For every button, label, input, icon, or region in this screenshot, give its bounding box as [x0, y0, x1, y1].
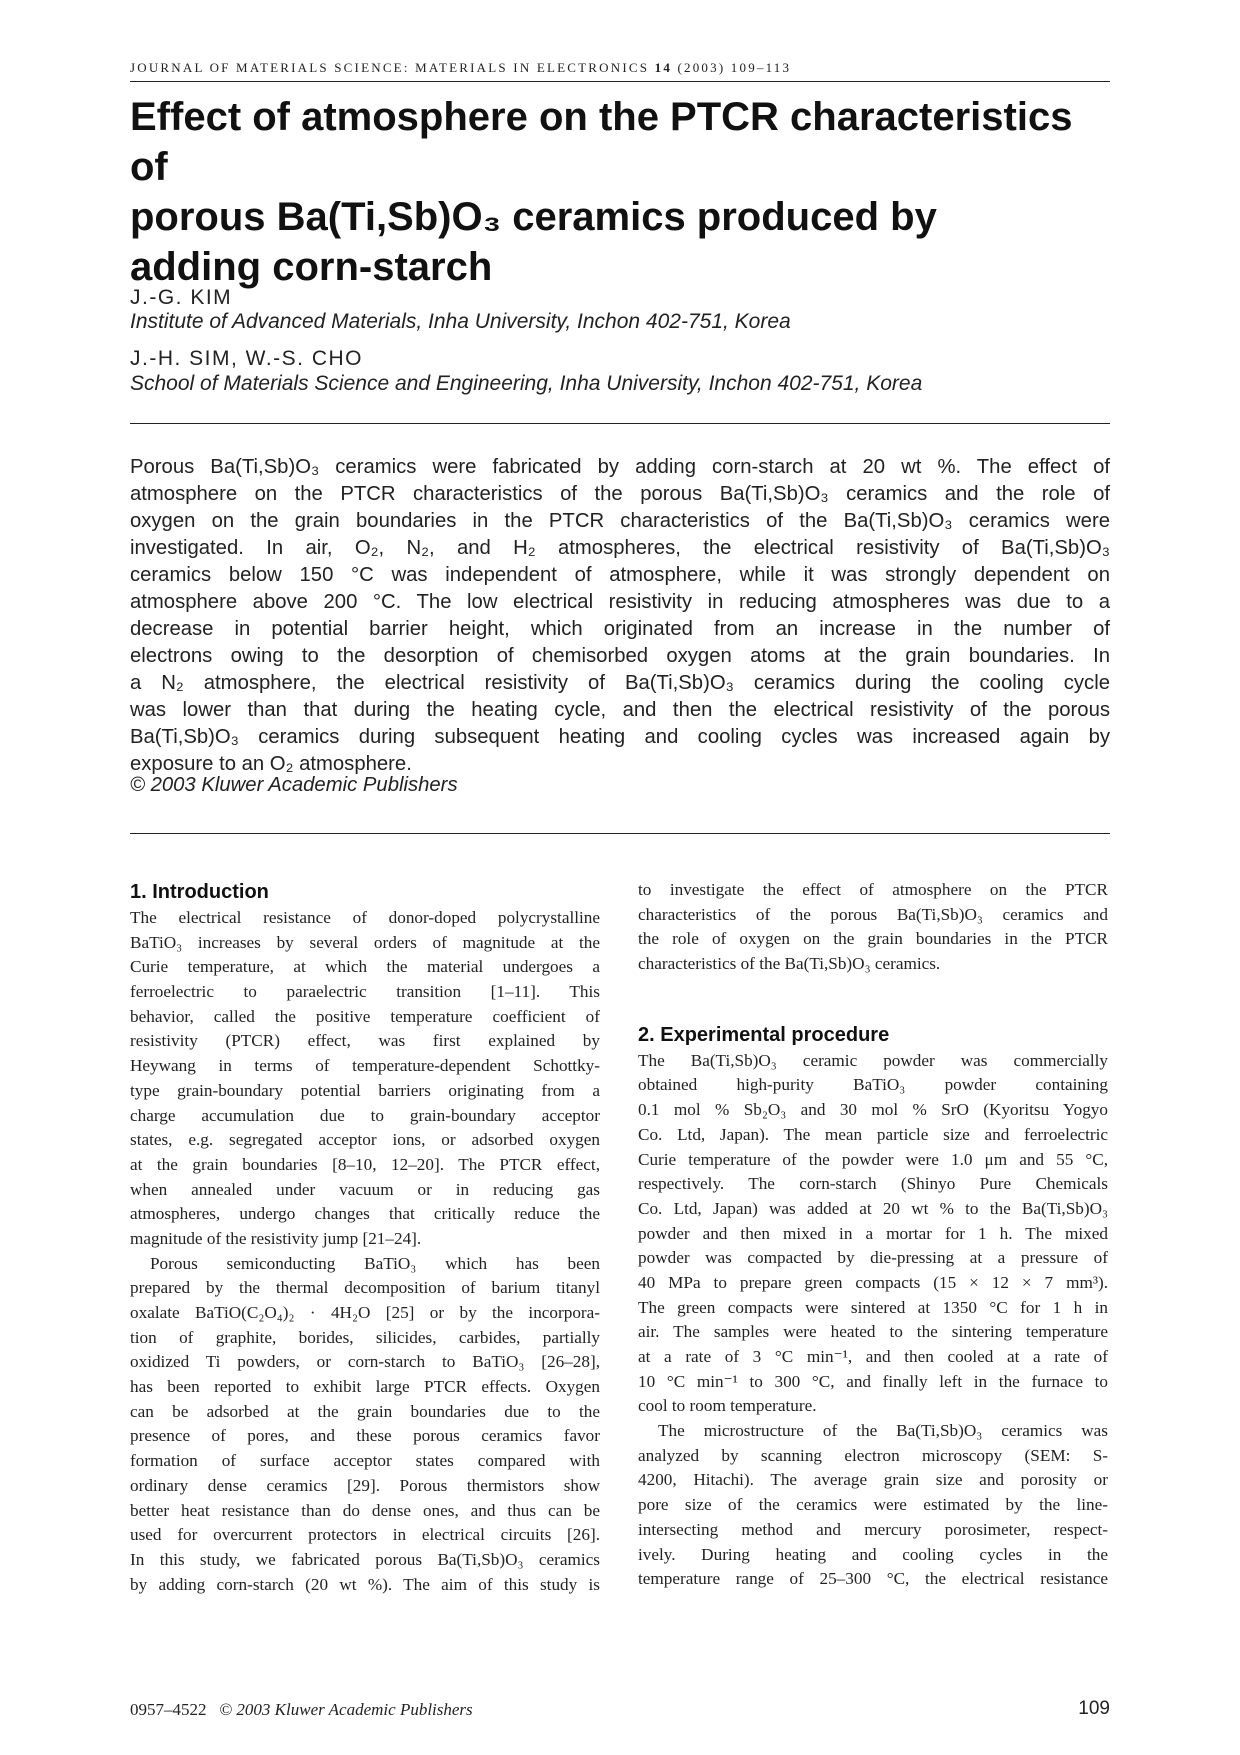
body-line: characteristics of the porous Ba(Ti,Sb)O₃ ceramics and — [638, 904, 1108, 924]
body-line: air. The samples were heated to the sintering temperature — [638, 1322, 1108, 1342]
body-line: magnitude of the resistivity jump [21–24]. — [130, 1228, 422, 1248]
abstract-bottom-rule — [130, 833, 1110, 834]
body-line: tion of graphite, borides, silicides, carbides, partially — [130, 1327, 600, 1347]
journal-volume: 14 — [654, 60, 673, 75]
section-heading-introduction: 1. Introduction — [130, 881, 269, 903]
abstract — [130, 454, 1110, 778]
body-line: Curie temperature of the powder were 1.0 μm and 55 °C, — [638, 1149, 1108, 1169]
body-line: used for overcurrent protectors in electrical circuits [26]. — [130, 1525, 600, 1545]
journal-name: JOURNAL OF MATERIALS SCIENCE: MATERIALS IN ELECTRONICS — [130, 60, 650, 75]
body-line: In this study, we fabricated porous Ba(Ti,Sb)O₃ ceramics — [130, 1549, 600, 1569]
body-line: type grain-boundary potential barriers originating from a — [130, 1080, 600, 1100]
body-line: by adding corn-starch (20 wt %). The aim of this study is — [130, 1574, 600, 1594]
body-line: 40 MPa to prepare green compacts (15 × 12 × 7 mm³). — [638, 1272, 1108, 1292]
body-line: cool to room temperature. — [638, 1396, 817, 1416]
body-line: formation of surface acceptor states compared with — [130, 1451, 600, 1471]
body-line: The Ba(Ti,Sb)O₃ ceramic powder was commercially — [638, 1050, 1108, 1070]
body-line: has been reported to exhibit large PTCR effects. Oxygen — [130, 1377, 600, 1397]
body-line: The electrical resistance of donor-doped polycrystalline — [130, 908, 600, 927]
body-line: pore size of the ceramics were estimated by the line- — [638, 1495, 1108, 1515]
body-line: better heat resistance than do dense ones, and thus can be — [130, 1500, 600, 1520]
body-line: the role of oxygen on the grain boundaries in the PTCR — [638, 929, 1108, 949]
body-line: oxidized Ti powders, or corn-starch to BaTiO₃ [26–28], — [130, 1352, 600, 1372]
body-line: when annealed under vacuum or in reducing gas — [130, 1179, 600, 1199]
title-line: porous Ba(Ti,Sb)O₃ ceramics produced by — [130, 195, 937, 239]
journal-year-pages: (2003) 109–113 — [677, 60, 792, 75]
body-line: analyzed by scanning electron microscopy (SEM: S- — [638, 1445, 1108, 1465]
section-heading-experimental: 2. Experimental procedure — [638, 1023, 890, 1046]
abstract-line: oxygen on the grain boundaries in the PTCR characteristics of the Ba(Ti,Sb)O₃ ceramics were — [130, 510, 1110, 532]
body-line: Co. Ltd, Japan) was added at 20 wt % to the Ba(Ti,Sb)O₃ — [638, 1198, 1108, 1218]
body-line: intersecting method and mercury porosimeter, respect- — [638, 1519, 1108, 1539]
journal-header — [130, 60, 1110, 76]
body-line: at a rate of 3 °C min⁻¹, and then cooled at a rate of — [638, 1347, 1108, 1366]
author-affiliation: Institute of Advanced Materials, Inha University, Inchon 402-751, Korea — [130, 310, 791, 333]
body-line: charge accumulation due to grain-boundary acceptor — [130, 1105, 600, 1125]
body-line: ordinary dense ceramics [29]. Porous thermistors show — [130, 1475, 600, 1495]
body-line: Porous semiconducting BaTiO₃ which has been — [150, 1253, 600, 1273]
body-line: 10 °C min⁻¹ to 300 °C, and finally left in the furnace to — [638, 1371, 1108, 1391]
body-line: behavior, called the positive temperature coefficient of — [130, 1006, 600, 1026]
body-line: ferroelectric to paraelectric transition [1–11]. This — [130, 982, 600, 1002]
body-line: prepared by the thermal decomposition of barium titanyl — [130, 1278, 600, 1298]
body-line: 0.1 mol % Sb₂O₃ and 30 mol % SrO (Kyoritsu Yogyo — [638, 1100, 1108, 1120]
body-line: states, e.g. segregated acceptor ions, or adsorbed oxygen — [130, 1130, 600, 1150]
body-line: Co. Ltd, Japan). The mean particle size and ferroelectric — [638, 1124, 1108, 1144]
body-line: oxalate BaTiO(C₂O₄)₂ · 4H₂O [25] or by the incorpora- — [130, 1303, 600, 1322]
body-line: BaTiO₃ increases by several orders of magnitude at the — [130, 932, 600, 952]
left-column — [130, 878, 600, 1597]
abstract-line: ceramics below 150 °C was independent of atmosphere, while it was strongly dependent on — [130, 564, 1110, 586]
body-line: Curie temperature, at which the material undergoes a — [130, 957, 600, 977]
paper-page — [130, 0, 1110, 1755]
abstract-copyright: © 2003 Kluwer Academic Publishers — [130, 774, 458, 796]
right-column — [638, 878, 1108, 1592]
body-line: The green compacts were sintered at 1350 °C for 1 h in — [638, 1297, 1108, 1317]
abstract-line: investigated. In air, O₂, N₂, and H₂ atmospheres, the electrical resistivity of Ba(Ti,Sb)O₃ — [130, 537, 1110, 559]
body-line: 4200, Hitachi). The average grain size and porosity or — [638, 1470, 1108, 1490]
author-affiliation: School of Materials Science and Engineering, Inha University, Inchon 402-751, Korea — [130, 372, 923, 395]
page-number: 109 — [1078, 1698, 1110, 1719]
body-line: at the grain boundaries [8–10, 12–20]. The PTCR effect, — [130, 1154, 600, 1174]
abstract-top-rule — [130, 423, 1110, 424]
body-line: respectively. The corn-starch (Shinyo Pure Chemicals — [638, 1174, 1108, 1194]
author-name: J.-H. SIM, W.-S. CHO — [130, 347, 363, 370]
abstract-line: exposure to an O₂ atmosphere. — [130, 753, 412, 775]
footer-publisher: © 2003 Kluwer Academic Publishers — [219, 1700, 473, 1719]
body-line: presence of pores, and these porous ceramics favor — [130, 1426, 600, 1446]
body-line: atmospheres, undergo changes that critically reduce the — [130, 1204, 600, 1224]
author-name: J.-G. KIM — [130, 286, 233, 309]
body-line: characteristics of the Ba(Ti,Sb)O₃ ceramics. — [638, 954, 941, 974]
body-line: ively. During heating and cooling cycles in the — [638, 1544, 1108, 1564]
body-line: powder and then mixed in a mortar for 1 h. The mixed — [638, 1223, 1108, 1243]
abstract-line: atmosphere above 200 °C. The low electrical resistivity in reducing atmospheres was due to a — [130, 591, 1110, 613]
body-line: can be adsorbed at the grain boundaries due to the — [130, 1401, 600, 1421]
body-line: temperature range of 25–300 °C, the electrical resistance — [638, 1569, 1108, 1589]
abstract-line: atmosphere on the PTCR characteristics of the porous Ba(Ti,Sb)O₃ ceramics and the role of — [130, 483, 1110, 505]
abstract-line: electrons owing to the desorption of chemisorbed oxygen atoms at the grain boundaries. In — [130, 645, 1110, 667]
abstract-line: was lower than that during the heating cycle, and then the electrical resistivity of the porous — [130, 699, 1110, 721]
title-line: Effect of atmosphere on the PTCR characteristics of — [130, 95, 1073, 189]
abstract-line: Porous Ba(Ti,Sb)O₃ ceramics were fabricated by adding corn-starch at 20 wt %. The effect of — [130, 456, 1110, 478]
body-line: to investigate the effect of atmosphere on the PTCR — [638, 880, 1108, 899]
body-line: Heywang in terms of temperature-dependent Schottky- — [130, 1056, 600, 1076]
body-line: obtained high-purity BaTiO₃ powder containing — [638, 1075, 1108, 1095]
body-line: powder was compacted by die-pressing at a pressure of — [638, 1248, 1108, 1268]
title-line: adding corn-starch — [130, 245, 493, 289]
abstract-line: Ba(Ti,Sb)O₃ ceramics during subsequent heating and cooling cycles was increased again by — [130, 726, 1110, 748]
footer-left — [130, 1700, 473, 1720]
paper-title — [130, 92, 1110, 292]
header-rule — [130, 81, 1110, 82]
section-gap — [638, 977, 1108, 1021]
abstract-line: a N₂ atmosphere, the electrical resistivity of Ba(Ti,Sb)O₃ ceramics during the cooling cycle — [130, 672, 1110, 694]
body-line: resistivity (PTCR) effect, was first explained by — [130, 1031, 600, 1051]
body-line: The microstructure of the Ba(Ti,Sb)O₃ ceramics was — [658, 1421, 1108, 1441]
footer-issn: 0957–4522 — [130, 1700, 207, 1719]
abstract-line: decrease in potential barrier height, which originated from an increase in the number of — [130, 618, 1110, 640]
